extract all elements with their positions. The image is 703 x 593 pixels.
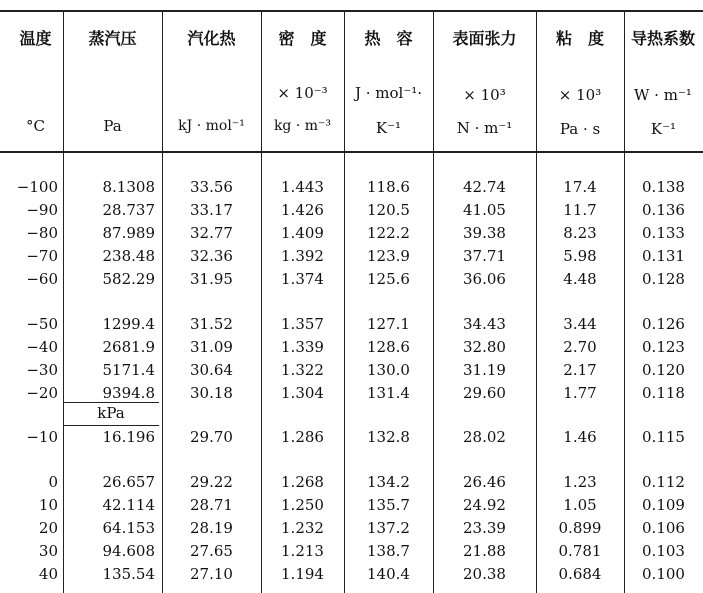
- heat-capacity-cell: 122.2: [367, 224, 410, 242]
- density-cell: 1.409: [281, 224, 324, 242]
- density-cell: 1.286: [281, 428, 324, 446]
- thermal-conductivity-cell: 0.133: [642, 224, 685, 242]
- vapor-pressure-cell: 5171.4: [102, 361, 155, 379]
- header-surface-tension-unit: N · m⁻¹: [456, 119, 513, 137]
- heat-of-vaporization-cell: 32.77: [190, 224, 233, 242]
- heat-capacity-cell: 118.6: [367, 178, 410, 196]
- heat-capacity-cell: 128.6: [367, 338, 410, 356]
- col-divider: [63, 12, 64, 593]
- temperature-cell: 30: [38, 542, 58, 560]
- surface-tension-cell: 36.06: [463, 270, 506, 288]
- heat-of-vaporization-cell: 28.19: [190, 519, 233, 537]
- temperature-cell: −10: [26, 428, 58, 446]
- viscosity-cell: 0.684: [558, 565, 602, 583]
- viscosity-cell: 8.23: [563, 224, 597, 242]
- header-viscosity: 粘 度: [555, 29, 604, 48]
- surface-tension-cell: 28.02: [463, 428, 506, 446]
- temperature-cell: −40: [26, 338, 58, 356]
- surface-tension-cell: 31.19: [463, 361, 506, 379]
- vapor-pressure-cell: 16.196: [102, 428, 155, 446]
- header-vapor-pressure: 蒸汽压: [88, 29, 137, 48]
- heat-of-vaporization-cell: 31.09: [190, 338, 233, 356]
- header-thermal-conductivity-unit-top: W · m⁻¹: [634, 86, 692, 104]
- vapor-pressure-cell: 238.48: [102, 247, 155, 265]
- temperature-cell: 0: [48, 473, 58, 491]
- heat-of-vaporization-cell: 31.52: [190, 315, 233, 333]
- density-cell: 1.322: [281, 361, 324, 379]
- vapor-pressure-cell: 9394.8: [102, 384, 155, 402]
- surface-tension-cell: 37.71: [463, 247, 506, 265]
- thermal-conductivity-cell: 0.100: [642, 565, 685, 583]
- heat-of-vaporization-cell: 31.95: [190, 270, 233, 288]
- heat-capacity-cell: 123.9: [367, 247, 410, 265]
- viscosity-cell: 0.781: [558, 542, 602, 560]
- kpa-unit-label: kPa: [97, 404, 125, 422]
- thermal-conductivity-cell: 0.126: [642, 315, 685, 333]
- viscosity-cell: 1.77: [563, 384, 597, 402]
- density-cell: 1.250: [281, 496, 324, 514]
- vapor-pressure-cell: 8.1308: [102, 178, 155, 196]
- density-cell: 1.374: [281, 270, 324, 288]
- heat-capacity-cell: 127.1: [367, 315, 410, 333]
- header-viscosity-scale: × 10³: [558, 86, 602, 104]
- temperature-cell: −100: [16, 178, 58, 196]
- thermal-conductivity-cell: 0.106: [642, 519, 685, 537]
- header-surface-tension: 表面张力: [452, 29, 517, 48]
- temperature-cell: −20: [26, 384, 58, 402]
- header-heat-of-vaporization-unit: kJ · mol⁻¹: [178, 118, 245, 134]
- thermal-conductivity-cell: 0.112: [642, 473, 685, 491]
- vapor-pressure-cell: 64.153: [102, 519, 155, 537]
- temperature-cell: −60: [26, 270, 58, 288]
- density-cell: 1.194: [281, 565, 324, 583]
- header-heat-capacity: 热 容: [364, 29, 413, 48]
- header-heat-capacity-unit-top: J · mol⁻¹·: [354, 84, 423, 102]
- header-density: 密 度: [278, 29, 327, 48]
- heat-of-vaporization-cell: 30.18: [190, 384, 233, 402]
- vapor-pressure-cell: 1299.4: [102, 315, 155, 333]
- viscosity-cell: 0.899: [558, 519, 602, 537]
- surface-tension-cell: 39.38: [463, 224, 506, 242]
- header-temperature-unit: °C: [26, 117, 45, 135]
- viscosity-cell: 1.46: [563, 428, 597, 446]
- density-cell: 1.357: [281, 315, 324, 333]
- heat-of-vaporization-cell: 29.70: [190, 428, 233, 446]
- header-thermal-conductivity-unit: K⁻¹: [650, 120, 677, 138]
- surface-tension-cell: 29.60: [463, 384, 506, 402]
- surface-tension-cell: 23.39: [463, 519, 506, 537]
- thermal-conductivity-cell: 0.128: [642, 270, 685, 288]
- temperature-cell: −90: [26, 201, 58, 219]
- viscosity-cell: 17.4: [563, 178, 597, 196]
- density-cell: 1.268: [281, 473, 324, 491]
- viscosity-cell: 1.23: [563, 473, 597, 491]
- viscosity-cell: 2.70: [563, 338, 597, 356]
- vapor-pressure-cell: 2681.9: [102, 338, 155, 356]
- heat-of-vaporization-cell: 27.65: [190, 542, 233, 560]
- vapor-pressure-cell: 28.737: [102, 201, 155, 219]
- heat-of-vaporization-cell: 32.36: [190, 247, 233, 265]
- vapor-pressure-cell: 582.29: [102, 270, 155, 288]
- surface-tension-cell: 34.43: [463, 315, 506, 333]
- heat-capacity-cell: 135.7: [367, 496, 410, 514]
- heat-capacity-cell: 140.4: [367, 565, 410, 583]
- header-vapor-pressure-unit: Pa: [103, 117, 122, 135]
- surface-tension-cell: 32.80: [463, 338, 506, 356]
- heat-capacity-cell: 131.4: [367, 384, 410, 402]
- heat-capacity-cell: 130.0: [367, 361, 410, 379]
- thermal-conductivity-cell: 0.103: [642, 542, 685, 560]
- thermal-conductivity-cell: 0.138: [642, 178, 685, 196]
- temperature-cell: −50: [26, 315, 58, 333]
- top-rule: [0, 10, 703, 12]
- viscosity-cell: 3.44: [563, 315, 597, 333]
- header-surface-tension-scale: × 10³: [463, 86, 506, 104]
- thermal-conductivity-cell: 0.131: [642, 247, 685, 265]
- heat-of-vaporization-cell: 33.56: [190, 178, 233, 196]
- density-cell: 1.443: [281, 178, 324, 196]
- vapor-pressure-cell: 135.54: [102, 565, 155, 583]
- viscosity-cell: 1.05: [563, 496, 597, 514]
- viscosity-cell: 5.98: [563, 247, 597, 265]
- heat-capacity-cell: 132.8: [367, 428, 410, 446]
- surface-tension-cell: 41.05: [463, 201, 506, 219]
- heat-capacity-cell: 134.2: [367, 473, 410, 491]
- viscosity-cell: 4.48: [563, 270, 597, 288]
- temperature-cell: 40: [38, 565, 58, 583]
- thermal-conductivity-cell: 0.109: [642, 496, 685, 514]
- vapor-pressure-cell: 42.114: [102, 496, 155, 514]
- header-heat-capacity-unit: K⁻¹: [375, 119, 402, 137]
- density-cell: 1.304: [281, 384, 324, 402]
- surface-tension-cell: 24.92: [463, 496, 506, 514]
- surface-tension-cell: 21.88: [463, 542, 506, 560]
- density-cell: 1.339: [281, 338, 324, 356]
- thermal-conductivity-cell: 0.136: [642, 201, 685, 219]
- thermal-conductivity-cell: 0.115: [642, 428, 685, 446]
- heat-of-vaporization-cell: 29.22: [190, 473, 233, 491]
- header-density-unit: kg · m⁻³: [273, 118, 332, 134]
- heat-of-vaporization-cell: 30.64: [190, 361, 233, 379]
- temperature-cell: 10: [38, 496, 58, 514]
- vapor-pressure-cell: 94.608: [102, 542, 155, 560]
- density-cell: 1.232: [281, 519, 324, 537]
- header-heat-of-vaporization: 汽化热: [187, 29, 236, 48]
- header-rule: [0, 151, 703, 153]
- header-temperature: 温度: [19, 29, 52, 48]
- heat-of-vaporization-cell: 33.17: [190, 201, 233, 219]
- viscosity-cell: 2.17: [563, 361, 597, 379]
- density-cell: 1.426: [281, 201, 324, 219]
- surface-tension-cell: 42.74: [463, 178, 506, 196]
- heat-capacity-cell: 125.6: [367, 270, 410, 288]
- heat-of-vaporization-cell: 27.10: [190, 565, 233, 583]
- heat-capacity-cell: 137.2: [367, 519, 410, 537]
- thermal-conductivity-cell: 0.123: [642, 338, 685, 356]
- heat-capacity-cell: 120.5: [367, 201, 410, 219]
- temperature-cell: −70: [26, 247, 58, 265]
- thermal-conductivity-cell: 0.118: [642, 384, 685, 402]
- thermal-conductivity-cell: 0.120: [642, 361, 685, 379]
- vapor-pressure-cell: 87.989: [102, 224, 155, 242]
- density-cell: 1.392: [281, 247, 324, 265]
- header-thermal-conductivity: 导热系数: [631, 30, 696, 48]
- header-density-scale: × 10⁻³: [277, 84, 328, 102]
- vapor-pressure-cell: 26.657: [102, 473, 155, 491]
- temperature-cell: 20: [38, 519, 58, 537]
- heat-of-vaporization-cell: 28.71: [190, 496, 233, 514]
- temperature-cell: −30: [26, 361, 58, 379]
- temperature-cell: −80: [26, 224, 58, 242]
- surface-tension-cell: 26.46: [463, 473, 506, 491]
- surface-tension-cell: 20.38: [463, 565, 506, 583]
- density-cell: 1.213: [281, 542, 324, 560]
- viscosity-cell: 11.7: [563, 201, 597, 219]
- heat-capacity-cell: 138.7: [367, 542, 410, 560]
- header-viscosity-unit: Pa · s: [559, 120, 601, 138]
